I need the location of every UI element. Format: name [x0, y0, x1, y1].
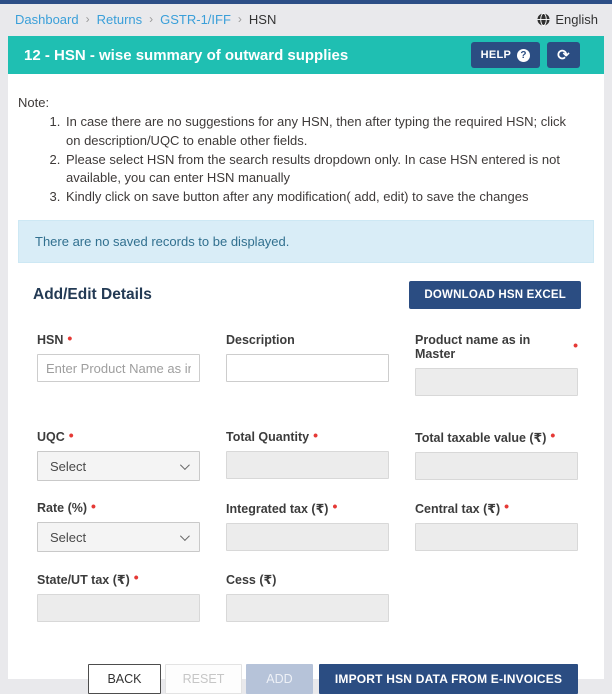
rate-label: [37, 497, 200, 516]
required-marker: •: [313, 426, 319, 443]
hsn-form: [8, 309, 604, 622]
integrated-tax-field: [226, 498, 389, 552]
uqc-label: [37, 426, 200, 445]
required-marker: •: [550, 427, 556, 444]
form-row: [37, 497, 578, 552]
language-switcher[interactable]: [537, 12, 598, 27]
total-quantity-input: [226, 451, 389, 479]
required-marker: •: [67, 329, 73, 346]
help-button-label: HELP: [480, 49, 512, 61]
help-button[interactable]: [471, 42, 541, 68]
required-marker: •: [133, 569, 139, 586]
state-ut-tax-label: [37, 569, 200, 588]
description-label-text: Description: [226, 333, 295, 348]
form-row: [37, 426, 578, 481]
rate-selected-value: Select: [50, 529, 87, 545]
form-actions: [8, 664, 578, 694]
product-name-master-label-text: Product name as in Master: [415, 333, 531, 362]
form-row: [37, 329, 578, 396]
uqc-field: [37, 426, 200, 481]
cess-label: [226, 572, 389, 587]
integrated-tax-input: [226, 523, 389, 551]
description-input[interactable]: [226, 354, 389, 382]
required-marker: •: [68, 426, 74, 443]
breadcrumb-separator: ›: [85, 12, 90, 26]
add-button[interactable]: ADD: [246, 664, 313, 694]
note-section: [8, 74, 604, 207]
note-list: [18, 113, 568, 207]
breadcrumb-separator: ›: [237, 12, 242, 26]
central-tax-label: [415, 498, 578, 517]
required-marker: •: [504, 498, 510, 515]
page-title: 12 - HSN - wise summary of outward supplies: [24, 46, 349, 64]
total-taxable-value-label: [415, 427, 578, 446]
import-hsn-from-einvoices-button[interactable]: IMPORT HSN DATA FROM E-INVOICES: [319, 664, 578, 694]
required-marker: •: [573, 336, 578, 353]
state-ut-tax-input: [37, 594, 200, 622]
refresh-button[interactable]: [547, 42, 580, 68]
back-button[interactable]: BACK: [88, 664, 161, 694]
uqc-selected-value: Select: [50, 458, 87, 474]
cess-input: [226, 594, 389, 622]
note-item: 1. In case there are no suggestions for any HSN, then after typing the required HSN; click on description/UQC to enable other fields.: [64, 113, 568, 151]
hsn-input[interactable]: [37, 354, 200, 382]
uqc-label-text: UQC: [37, 430, 65, 445]
central-tax-label-text: Central tax (₹): [415, 502, 501, 517]
central-tax-input: [415, 523, 578, 551]
download-hsn-excel-button[interactable]: DOWNLOAD HSN EXCEL: [409, 281, 581, 309]
chevron-down-icon: [180, 460, 190, 470]
no-records-alert: [18, 220, 594, 263]
product-name-master-input: [415, 368, 578, 396]
cess-label-text: Cess (₹): [226, 573, 277, 588]
required-marker: •: [91, 497, 96, 514]
content-panel: [8, 36, 604, 687]
uqc-select[interactable]: [37, 451, 200, 481]
state-ut-tax-label-text: State/UT tax (₹): [37, 573, 130, 588]
add-edit-details-title: Add/Edit Details: [33, 286, 152, 304]
note-item: 3. Kindly click on save button after any modification( add, edit) to save the changes: [64, 188, 568, 207]
breadcrumb-bar: [0, 4, 612, 34]
product-name-master-label: [415, 333, 578, 361]
total-quantity-field: [226, 426, 389, 481]
integrated-tax-label: [226, 498, 389, 517]
rate-select[interactable]: [37, 522, 200, 552]
alert-message: There are no saved records to be displayed.: [35, 234, 290, 250]
page-header: [8, 36, 604, 74]
total-taxable-value-field: [415, 427, 578, 481]
state-ut-tax-field: [37, 569, 200, 622]
breadcrumb-item-dashboard[interactable]: Dashboard: [15, 11, 79, 27]
cess-field: [226, 572, 389, 622]
note-label: Note:: [18, 95, 50, 110]
integrated-tax-label-text: Integrated tax (₹): [226, 502, 329, 517]
total-taxable-value-input: [415, 452, 578, 480]
central-tax-field: [415, 498, 578, 552]
rate-field: [37, 497, 200, 552]
language-label: English: [555, 11, 598, 27]
hsn-field: [37, 329, 200, 396]
form-row: [37, 569, 578, 622]
hsn-label-text: HSN: [37, 333, 64, 348]
breadcrumb: [15, 12, 276, 27]
breadcrumb-item-hsn: HSN: [248, 11, 277, 27]
breadcrumb-item-returns[interactable]: Returns: [96, 11, 143, 27]
globe-icon: [537, 13, 550, 26]
hsn-label: [37, 329, 200, 348]
question-circle-icon: ?: [517, 49, 530, 62]
total-quantity-label-text: Total Quantity: [226, 430, 310, 445]
total-quantity-label: [226, 426, 389, 445]
refresh-icon: ⟳: [557, 46, 570, 64]
description-label: [226, 333, 389, 347]
required-marker: •: [332, 498, 338, 515]
product-name-master-field: [415, 333, 578, 396]
breadcrumb-item-gstr-1-iff[interactable]: GSTR-1/IFF: [160, 11, 231, 27]
total-taxable-value-label-text: Total taxable value (₹): [415, 431, 547, 446]
breadcrumb-separator: ›: [149, 12, 154, 26]
rate-label-text: Rate (%): [37, 501, 88, 516]
description-field: [226, 333, 389, 396]
chevron-down-icon: [180, 531, 190, 541]
reset-button[interactable]: RESET: [165, 664, 242, 694]
note-item: 2. Please select HSN from the search results dropdown only. In case HSN entered is not available, you can enter HSN manually: [64, 151, 568, 189]
